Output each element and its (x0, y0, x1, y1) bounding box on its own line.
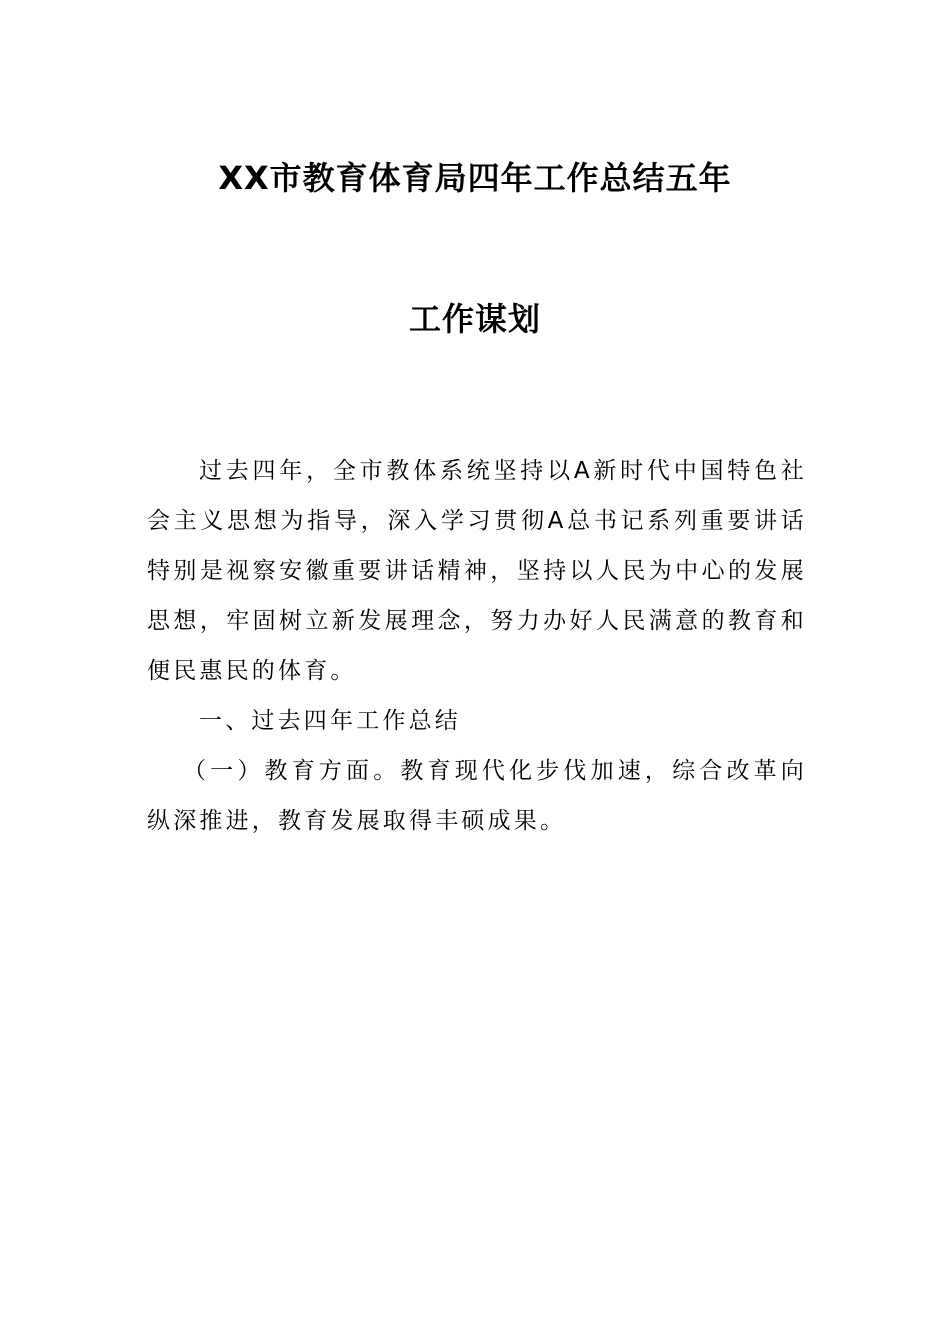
section-heading-past-four-years: 一、过去四年工作总结 (199, 708, 461, 734)
intro-paragraph: 过去四年，全市教体系统坚持以A新时代中国特色社会主义思想为指导，深入学习贯彻A总书记系列重要讲话特别是视察安徽重要讲话精神，坚持以人民为中心的发展思想，牢固树立新发展理念，努力办好人民满意的教育和便民惠民的体育。 (147, 458, 807, 684)
document-title-line-1: XX市教育体育局四年工作总结五年 (218, 159, 732, 197)
document-title-line-2: 工作谋划 (408, 300, 541, 338)
subsection-education-paragraph: （一）教育方面。教育现代化步伐加速，综合改革向纵深推进，教育发展取得丰硕成果。 (147, 758, 807, 834)
